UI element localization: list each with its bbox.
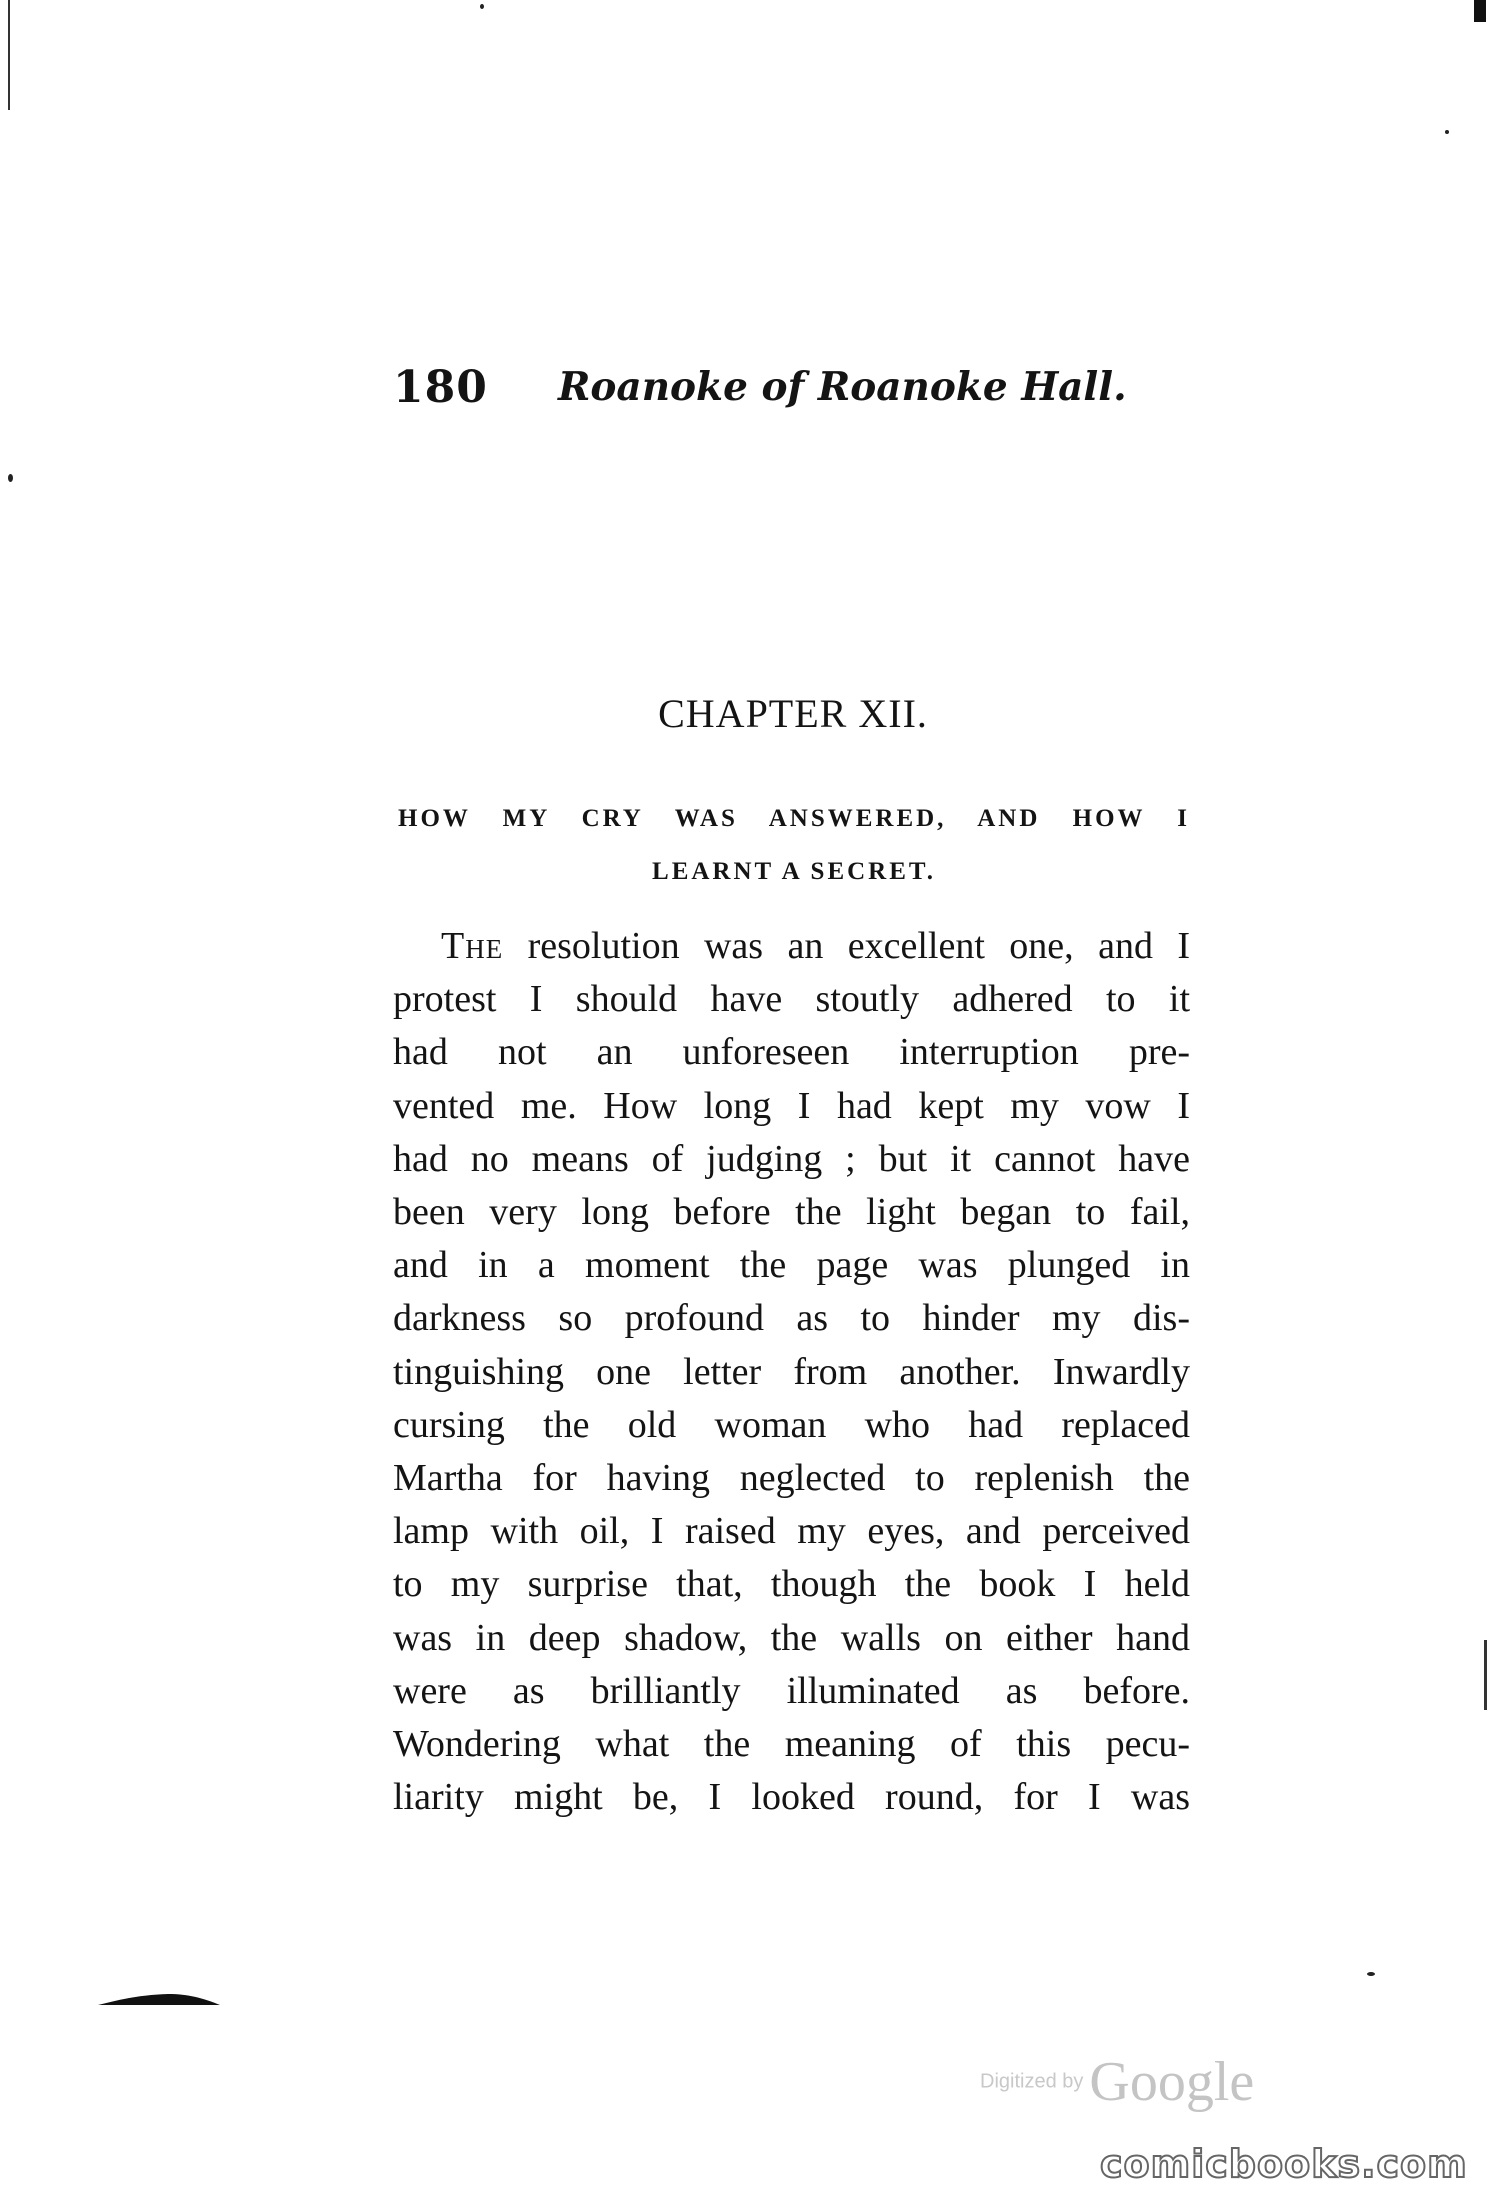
site-watermark: comicbooks.com [1100,2142,1468,2186]
scan-speck [8,474,13,482]
body-line: had not an unforeseen interruption pre- [393,1031,1190,1074]
body-line: Wondering what the meaning of this pecu- [393,1723,1190,1766]
chapter-subtitle-line-1: HOW MY CRY WAS ANSWERED, AND HOW I [398,805,1190,832]
ink-blot [98,1992,220,2006]
scan-speck [1445,130,1449,134]
body-line: Martha for having neglected to replenish the [393,1457,1190,1500]
body-line: liarity might be, I looked round, for I was [393,1776,1190,1819]
body-line: been very long before the light began to fail, [393,1191,1190,1234]
drop-word: The [441,925,504,967]
body-line: tinguishing one letter from another. Inwardly [393,1350,1190,1393]
right-scan-edge [1484,1640,1487,1710]
chapter-heading: CHAPTER XII. [658,691,928,736]
body-line: vented me. How long I had kept my vow I [393,1084,1190,1127]
scan-speck [480,4,484,9]
body-line: were as brilliantly illuminated as before. [393,1669,1190,1712]
page-number: 180 [393,362,488,413]
body-line: and in a moment the page was plunged in [393,1244,1190,1287]
digitized-by-text: Digitized by [980,2070,1084,2093]
google-logo-text: Google [1089,2051,1255,2113]
top-right-scan-mark [1474,0,1486,22]
book-title: Roanoke of Roanoke Hall. [558,364,1127,410]
body-line: was in deep shadow, the walls on either hand [393,1616,1190,1659]
body-line: protest I should have stoutly adhered to it [393,978,1190,1021]
body-line: The resolution was an excellent one, and I [441,925,1190,967]
left-scan-edge [8,0,10,110]
scan-speck [1367,1972,1375,1976]
body-line: lamp with oil, I raised my eyes, and perceived [393,1510,1190,1553]
running-head [393,362,1127,432]
body-text [393,920,1190,1824]
google-watermark [980,2050,1300,2120]
body-line: to my surprise that, though the book I held [393,1563,1190,1606]
body-line: had no means of judging ; but it cannot have [393,1137,1190,1180]
chapter-subtitle-line-2: LEARNT A SECRET. [652,858,936,885]
body-line: cursing the old woman who had replaced [393,1403,1190,1446]
chapter-subtitle [398,792,1198,898]
body-line: darkness so profound as to hinder my dis- [393,1297,1190,1340]
